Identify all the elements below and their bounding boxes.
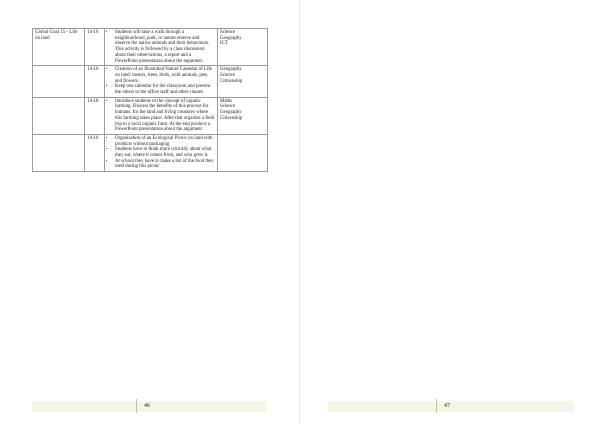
right-page <box>300 0 600 424</box>
global-goal-cell <box>33 97 85 134</box>
table-row <box>33 66 268 98</box>
age-cell: 14-16 <box>85 29 105 66</box>
global-goal-cell <box>33 66 85 98</box>
subjects-cell <box>218 29 268 66</box>
activity-list <box>107 67 215 96</box>
subject-link: Science <box>220 30 236 35</box>
activities-cell <box>105 97 218 134</box>
global-goal-cell: Global Goal 15 - Life on land <box>33 29 85 66</box>
page-number: 47 <box>444 403 450 409</box>
age-cell: 14-18 <box>85 97 105 134</box>
table-row <box>33 29 268 66</box>
left-activities-table <box>32 28 268 172</box>
age-cell: 14-16 <box>85 134 105 171</box>
global-goal-cell <box>33 134 85 171</box>
subjects-cell <box>218 66 268 98</box>
list-item: • Keep one calendar for the classroom and present the others to the office staff and other classes <box>115 84 215 95</box>
subject-link: Science <box>220 104 236 110</box>
subject-link: Geography <box>220 110 242 116</box>
subject-link: Science <box>220 72 236 78</box>
subject-link: Maths <box>220 98 233 104</box>
activities-cell <box>105 134 218 171</box>
table-row <box>33 97 268 134</box>
page-number: 46 <box>144 403 150 409</box>
age-cell: 14-16 <box>85 66 105 98</box>
subject-link: Citizenship <box>220 78 243 84</box>
activities-cell <box>105 66 218 98</box>
list-item: • Creation of an Illustrated Nature Calendar of Life on land: insects, trees, birds, wild animals, pets, and flowers. <box>115 67 215 84</box>
table-row <box>33 134 268 171</box>
list-item: • Students will take a walk through a neighbourhood, park, or nature reserve and observe the native animals and their behaviours. This activity is followed by a class discussion about their observations, a report and a PowerPoint presentation about the argument. <box>115 30 215 64</box>
activities-cell <box>105 29 218 66</box>
activity-list <box>107 99 215 133</box>
subject-link: Citizenship <box>220 115 243 121</box>
subjects-cell <box>218 134 268 171</box>
subject-link: Geography <box>220 67 242 73</box>
subject-link: Geography <box>220 35 242 41</box>
list-item: • Students have to think more critically about what they eat, where it comes from, and who grew it. <box>115 147 215 158</box>
activity-list <box>107 136 215 170</box>
subject-link: ICT <box>220 41 228 47</box>
activity-list <box>107 30 215 64</box>
list-item: • At school they have to make a list of the food they used during this picnic <box>115 159 215 170</box>
list-item: • Organisation of an Ecological Picnic on land with products without packaging <box>115 136 215 147</box>
subjects-cell <box>218 97 268 134</box>
list-item: • Introduce students to the concept of organic farming. Discuss the benefits of this process for humans, for the land and living creatures where this farming takes place. After that organize a field trip to a local organic farm. At the end produce a PowerPoint presentation about the argument <box>115 99 215 133</box>
